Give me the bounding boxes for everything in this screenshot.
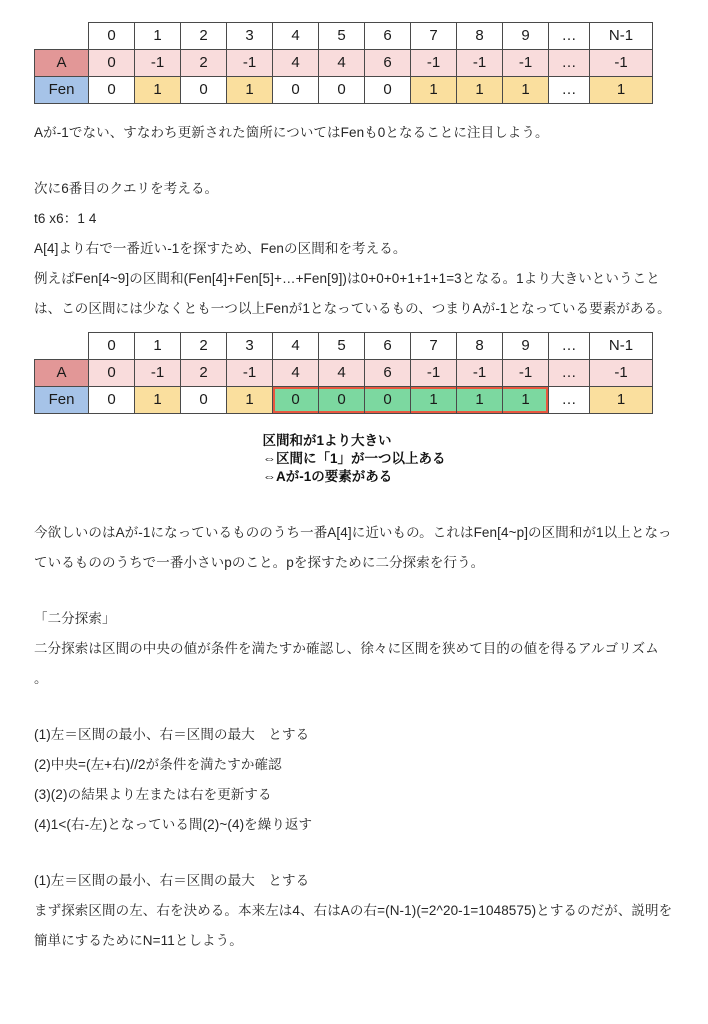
table-cell-fen: 1 [503, 77, 549, 104]
table-cell-fen: 0 [319, 77, 365, 104]
paragraph-next-query: 次に6番目のクエリを考える。 [34, 181, 219, 196]
table-cell-a: -1 [457, 50, 503, 77]
table-cell-fen: 1 [457, 77, 503, 104]
fenwick-state-table-range [34, 332, 653, 414]
callout-line-1: 区間和が1より大きい [262, 433, 392, 448]
column-header: 2 [181, 333, 227, 360]
table-cell-a: 2 [181, 50, 227, 77]
column-header: 4 [273, 333, 319, 360]
table-cell-a: 0 [89, 50, 135, 77]
table-cell-fen: … [549, 387, 590, 414]
table-cell-fen: … [549, 77, 590, 104]
table-cell-fen-highlighted: 1 [411, 387, 457, 414]
callout-line-2: ⇔区間に「1」が一つ以上ある [262, 451, 446, 466]
column-header: … [549, 333, 590, 360]
table-cell-a: -1 [227, 50, 273, 77]
table-cell-a: 6 [365, 50, 411, 77]
table-cell-fen-highlighted: 1 [503, 387, 549, 414]
table-cell-fen: 1 [135, 77, 181, 104]
table-cell-fen: 1 [590, 387, 653, 414]
table-cell-fen-highlighted: 1 [457, 387, 503, 414]
table-cell-fen: 1 [590, 77, 653, 104]
step-1: (1)左＝区間の最小、右＝区間の最大 とする [34, 727, 310, 742]
table-cell-a: -1 [590, 360, 653, 387]
table-cell-fen: 0 [273, 77, 319, 104]
column-header: 3 [227, 333, 273, 360]
paragraph-binary-search-desc-end: 。 [34, 671, 48, 686]
table-row-fen [35, 387, 653, 414]
table-cell-fen-highlighted: 0 [365, 387, 411, 414]
column-header: 7 [411, 333, 457, 360]
column-header: N-1 [590, 333, 653, 360]
table-cell-a: -1 [135, 360, 181, 387]
column-header: 3 [227, 23, 273, 50]
column-header: 5 [319, 333, 365, 360]
column-header: 8 [457, 23, 503, 50]
table-cell-a: -1 [411, 50, 457, 77]
column-header: 0 [89, 23, 135, 50]
table-row-fen [35, 77, 653, 104]
table-cell-a: 2 [181, 360, 227, 387]
table-row-a [35, 50, 653, 77]
step-4: (4)1<(右-左)となっている間(2)~(4)を繰り返す [34, 817, 313, 832]
column-header: 7 [411, 23, 457, 50]
table-corner-cell [35, 23, 89, 50]
table-cell-a: -1 [503, 50, 549, 77]
table-cell-a: 6 [365, 360, 411, 387]
paragraph-target-definition: 今欲しいのはAが-1になっているもののうち一番A[4]に近いもの。これはFen[4~p]の区間和が1以上となっているもののうちで一番小さいpのこと。pを探すために二分探索を行う。 [34, 525, 672, 570]
step-3: (3)(2)の結果より左または右を更新する [34, 787, 272, 802]
column-header: 8 [457, 333, 503, 360]
column-header: 0 [89, 333, 135, 360]
table-cell-a: 4 [273, 360, 319, 387]
paragraph-range-sum-intro: A[4]より右で一番近い-1を探すため、Fenの区間和を考える。 [34, 241, 407, 256]
table-cell-a: -1 [590, 50, 653, 77]
column-header: 6 [365, 333, 411, 360]
row-label-fen: Fen [35, 77, 89, 104]
table-header-row [35, 333, 653, 360]
table-cell-fen: 0 [181, 77, 227, 104]
paragraph-range-sum-example: 例えばFen[4~9]の区間和(Fen[4]+Fen[5]+…+Fen[9])は0+0+0+1+1+1=3となる。1より大きいということは、この区間には少なくとも一つ以上Fenが1となっているもの、つまりAが-1となっている要素がある。 [34, 271, 671, 316]
step-1-repeat: (1)左＝区間の最小、右＝区間の最大 とする [34, 873, 310, 888]
table-cell-a: 4 [273, 50, 319, 77]
table-cell-fen-highlighted: 0 [319, 387, 365, 414]
step-2: (2)中央=(左+右)//2が条件を満たすか確認 [34, 757, 282, 772]
table-cell-a: -1 [227, 360, 273, 387]
column-header: 4 [273, 23, 319, 50]
table-cell-a: … [549, 360, 590, 387]
table-header-row [35, 23, 653, 50]
paragraph-binary-search-desc: 二分探索は区間の中央の値が条件を満たすか確認し、徐々に区間を狭めて目的の値を得るアルゴリズム [34, 641, 659, 656]
table-cell-fen: 1 [135, 387, 181, 414]
column-header: 9 [503, 23, 549, 50]
document-content [34, 22, 674, 956]
column-header: … [549, 23, 590, 50]
column-header: 2 [181, 23, 227, 50]
table-cell-fen: 1 [227, 77, 273, 104]
table-cell-a: … [549, 50, 590, 77]
column-header: 1 [135, 23, 181, 50]
table-cell-fen: 1 [411, 77, 457, 104]
table-cell-fen-highlighted: 0 [273, 387, 319, 414]
table-cell-fen: 1 [227, 387, 273, 414]
table-cell-a: 0 [89, 360, 135, 387]
paragraph-note-fen-zero: Aが-1でない、すなわち更新された箇所についてはFenも0となることに注目しよう。 [34, 125, 549, 140]
callout-line-3: ⇔Aが-1の要素がある [262, 469, 393, 484]
table-row-a [35, 360, 653, 387]
table-cell-fen: 0 [181, 387, 227, 414]
column-header: 6 [365, 23, 411, 50]
table-cell-a: -1 [503, 360, 549, 387]
paragraph-search-range-setup: まず探索区間の左、右を決める。本来左は4、右はAの右=(N-1)(=2^20-1=1048575)とするのだが、説明を簡単にするためにN=11としよう。 [34, 903, 673, 948]
table-cell-fen: 0 [89, 77, 135, 104]
table-cell-a: -1 [411, 360, 457, 387]
column-header: 9 [503, 333, 549, 360]
heading-binary-search: 「二分探索」 [34, 611, 116, 626]
callout-equivalence [34, 432, 674, 486]
column-header: 1 [135, 333, 181, 360]
table-cell-a: -1 [135, 50, 181, 77]
fenwick-state-table-initial [34, 22, 653, 104]
table-cell-fen: 0 [365, 77, 411, 104]
table-cell-fen: 0 [89, 387, 135, 414]
table-cell-a: 4 [319, 360, 365, 387]
column-header: N-1 [590, 23, 653, 50]
table-cell-a: -1 [457, 360, 503, 387]
column-header: 5 [319, 23, 365, 50]
row-label-a: A [35, 50, 89, 77]
row-label-a: A [35, 360, 89, 387]
table-corner-cell [35, 333, 89, 360]
paragraph-query-values: t6 x6：1 4 [34, 211, 97, 226]
row-label-fen: Fen [35, 387, 89, 414]
table-cell-a: 4 [319, 50, 365, 77]
